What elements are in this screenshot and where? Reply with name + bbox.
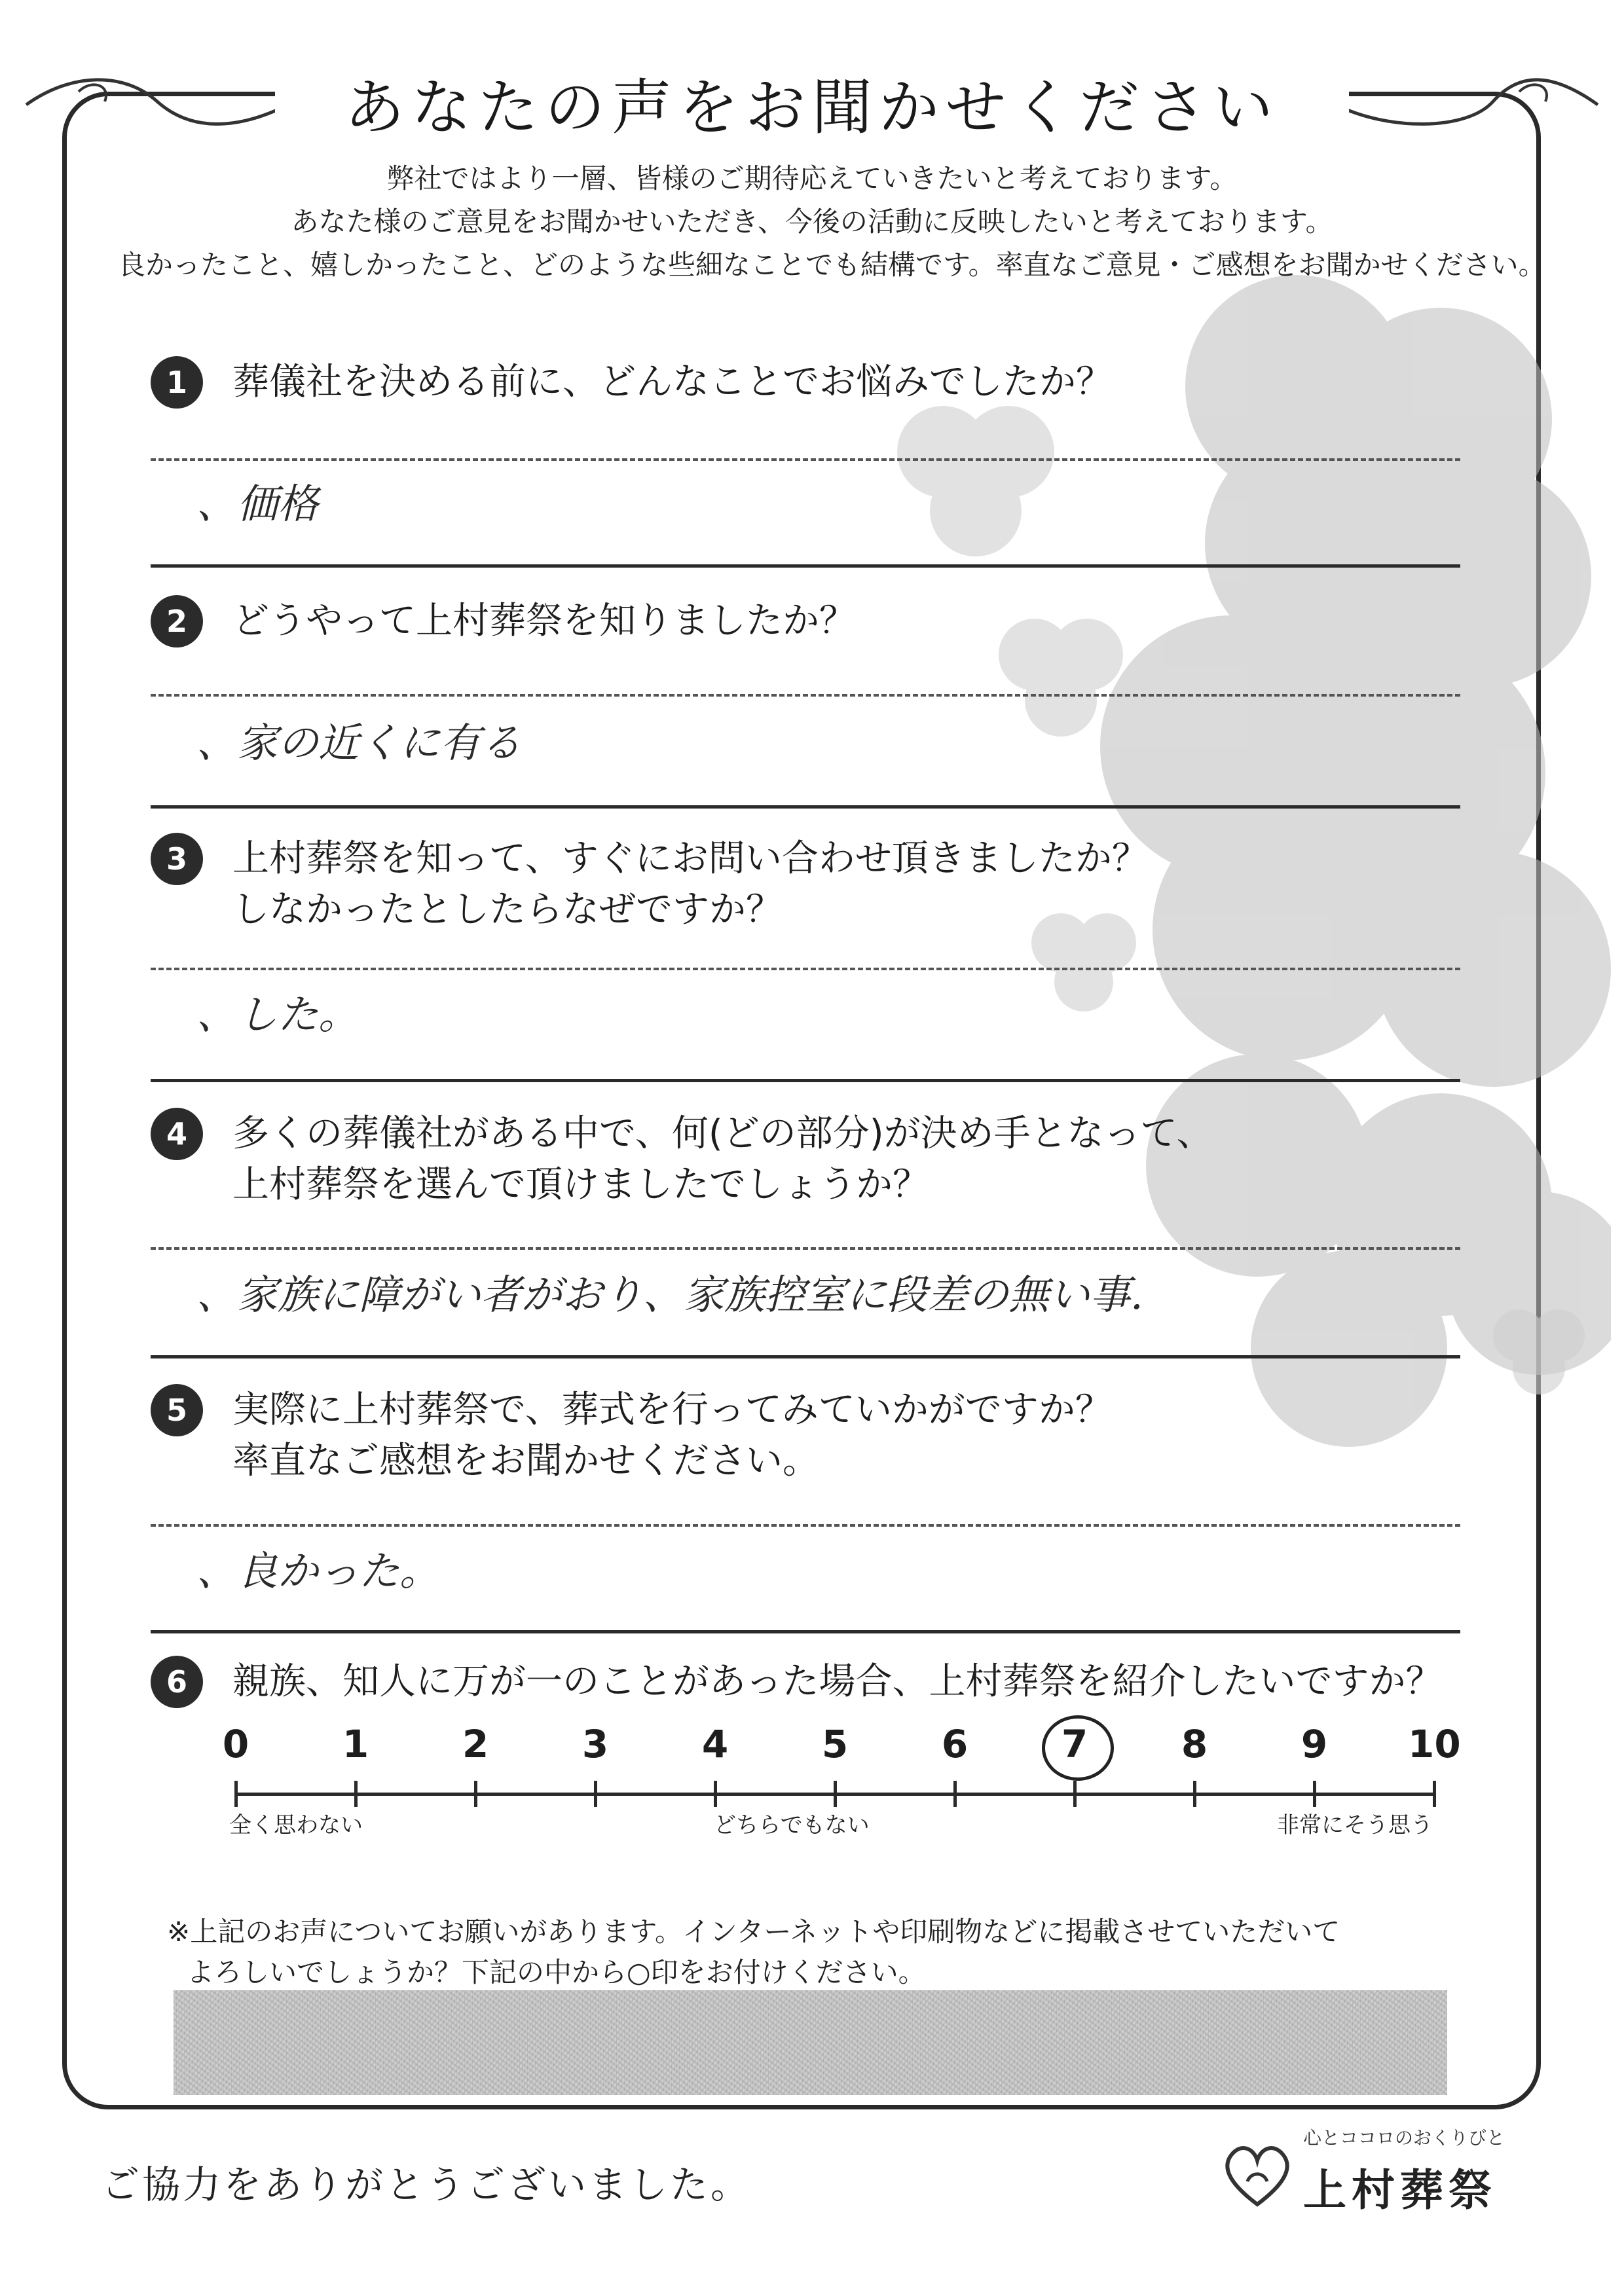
company-logo xyxy=(1218,2121,1532,2226)
scale-number-10[interactable]: 10 xyxy=(1408,1722,1461,1766)
answer-3[interactable]: 、した。 xyxy=(196,991,360,1038)
scale-tick xyxy=(474,1781,477,1807)
scale-tick xyxy=(1313,1781,1316,1807)
scale-number-2[interactable]: 2 xyxy=(462,1722,489,1766)
section-divider xyxy=(151,1079,1460,1082)
rating-scale[interactable] xyxy=(196,1722,1461,1853)
page-title: あなたの声をお聞かせください xyxy=(344,73,1280,143)
scale-number-3[interactable]: 3 xyxy=(581,1722,609,1766)
scale-tick xyxy=(834,1781,837,1807)
scale-number-1[interactable]: 1 xyxy=(342,1722,369,1766)
scale-number-6[interactable]: 6 xyxy=(941,1722,969,1766)
redacted-area xyxy=(174,1990,1447,2095)
question-text: しなかったとしたらなぜですか？ xyxy=(232,888,783,931)
answer-dotted-line xyxy=(151,1247,1460,1250)
scale-number-8[interactable]: 8 xyxy=(1181,1722,1208,1766)
heart-logo-icon xyxy=(1218,2136,1297,2214)
scale-tick xyxy=(714,1781,717,1807)
answer-5[interactable]: 、良かった。 xyxy=(196,1547,441,1595)
scale-tick xyxy=(1433,1781,1436,1807)
right-flourish-icon xyxy=(1329,65,1604,137)
question-number: 6 xyxy=(151,1656,203,1708)
intro-line: 弊社ではより一層、皆様のご期待応えていきたいと考えております。 xyxy=(386,162,1238,194)
section-divider xyxy=(151,1355,1460,1358)
scale-tick xyxy=(953,1781,957,1807)
logo-tagline: 心とココロのおくりびと xyxy=(1303,2127,1505,2149)
scale-number-0[interactable]: 0 xyxy=(222,1722,249,1766)
question-text: 親族、知人に万が一のことがあった場合、上村葬祭を紹介したいですか？ xyxy=(232,1660,1443,1703)
question-text: 率直なご感想をお聞かせください。 xyxy=(232,1440,819,1482)
scale-number-5[interactable]: 5 xyxy=(821,1722,849,1766)
scale-label-mid: どちらでもない xyxy=(714,1812,870,1838)
scale-tick xyxy=(1193,1781,1196,1807)
answer-4[interactable]: 、家族に障がい者がおり、家族控室に段差の無い事. xyxy=(196,1271,1143,1319)
question-text: どうやって上村葬祭を知りましたか？ xyxy=(232,600,856,642)
thanks-message: ご協力をありがとうございました。 xyxy=(101,2162,752,2207)
note-line: よろしいでしょうか？下記の中から○印をお付けください。 xyxy=(187,1956,926,1988)
answer-dotted-line xyxy=(151,968,1460,970)
note-line: ※上記のお声についてお願いがあります。インターネットや印刷物などに掲載させていただいて xyxy=(167,1916,1340,1948)
scale-tick xyxy=(1073,1781,1077,1807)
question-text: 上村葬祭を知って、すぐにお問い合わせ頂きましたか？ xyxy=(232,837,1149,880)
answer-2[interactable]: 、家の近くに有る xyxy=(196,719,522,767)
publication-note xyxy=(167,1912,1340,1993)
intro-text xyxy=(118,157,1546,287)
scale-tick xyxy=(234,1781,238,1807)
section-divider xyxy=(151,564,1460,568)
question-text: 上村葬祭を選んで頂けましたでしょうか？ xyxy=(232,1163,929,1206)
intro-line: あなた様のご意見をお聞かせいただき、今後の活動に反映したいと考えております。 xyxy=(291,206,1333,238)
logo-name: 上村葬祭 xyxy=(1303,2165,1497,2215)
scale-number-7[interactable]: 7 xyxy=(1061,1722,1088,1766)
question-number: 3 xyxy=(151,833,203,885)
question-number: 2 xyxy=(151,595,203,647)
intro-line: 良かったこと、嬉しかったこと、どのような些細なことでも結構です。率直なご意見・ご感想をお聞かせください。 xyxy=(118,249,1546,281)
selected-rating-circle xyxy=(1042,1715,1114,1781)
answer-1[interactable]: 、価格 xyxy=(196,480,319,528)
section-divider xyxy=(151,1630,1460,1633)
question-number: 1 xyxy=(151,356,203,409)
answer-dotted-line xyxy=(151,458,1460,461)
question-number: 5 xyxy=(151,1384,203,1436)
answer-dotted-line xyxy=(151,694,1460,697)
answer-dotted-line xyxy=(151,1524,1460,1527)
scale-label-high: 非常にそう思う xyxy=(1277,1812,1433,1838)
scale-tick xyxy=(354,1781,358,1807)
left-flourish-icon xyxy=(20,65,295,137)
question-number: 4 xyxy=(151,1108,203,1160)
title-banner xyxy=(275,52,1349,164)
scale-number-9[interactable]: 9 xyxy=(1301,1722,1328,1766)
section-divider xyxy=(151,805,1460,809)
scale-number-4[interactable]: 4 xyxy=(701,1722,729,1766)
question-text: 実際に上村葬祭で、葬式を行ってみていかがですか？ xyxy=(232,1389,1112,1431)
question-text: 多くの葬儀社がある中で、何(どの部分)が決め手となって、 xyxy=(232,1112,1213,1155)
scale-tick xyxy=(594,1781,597,1807)
question-text: 葬儀社を決める前に、どんなことでお悩みでしたか？ xyxy=(232,361,1113,403)
scale-label-low: 全く思わない xyxy=(229,1812,363,1838)
